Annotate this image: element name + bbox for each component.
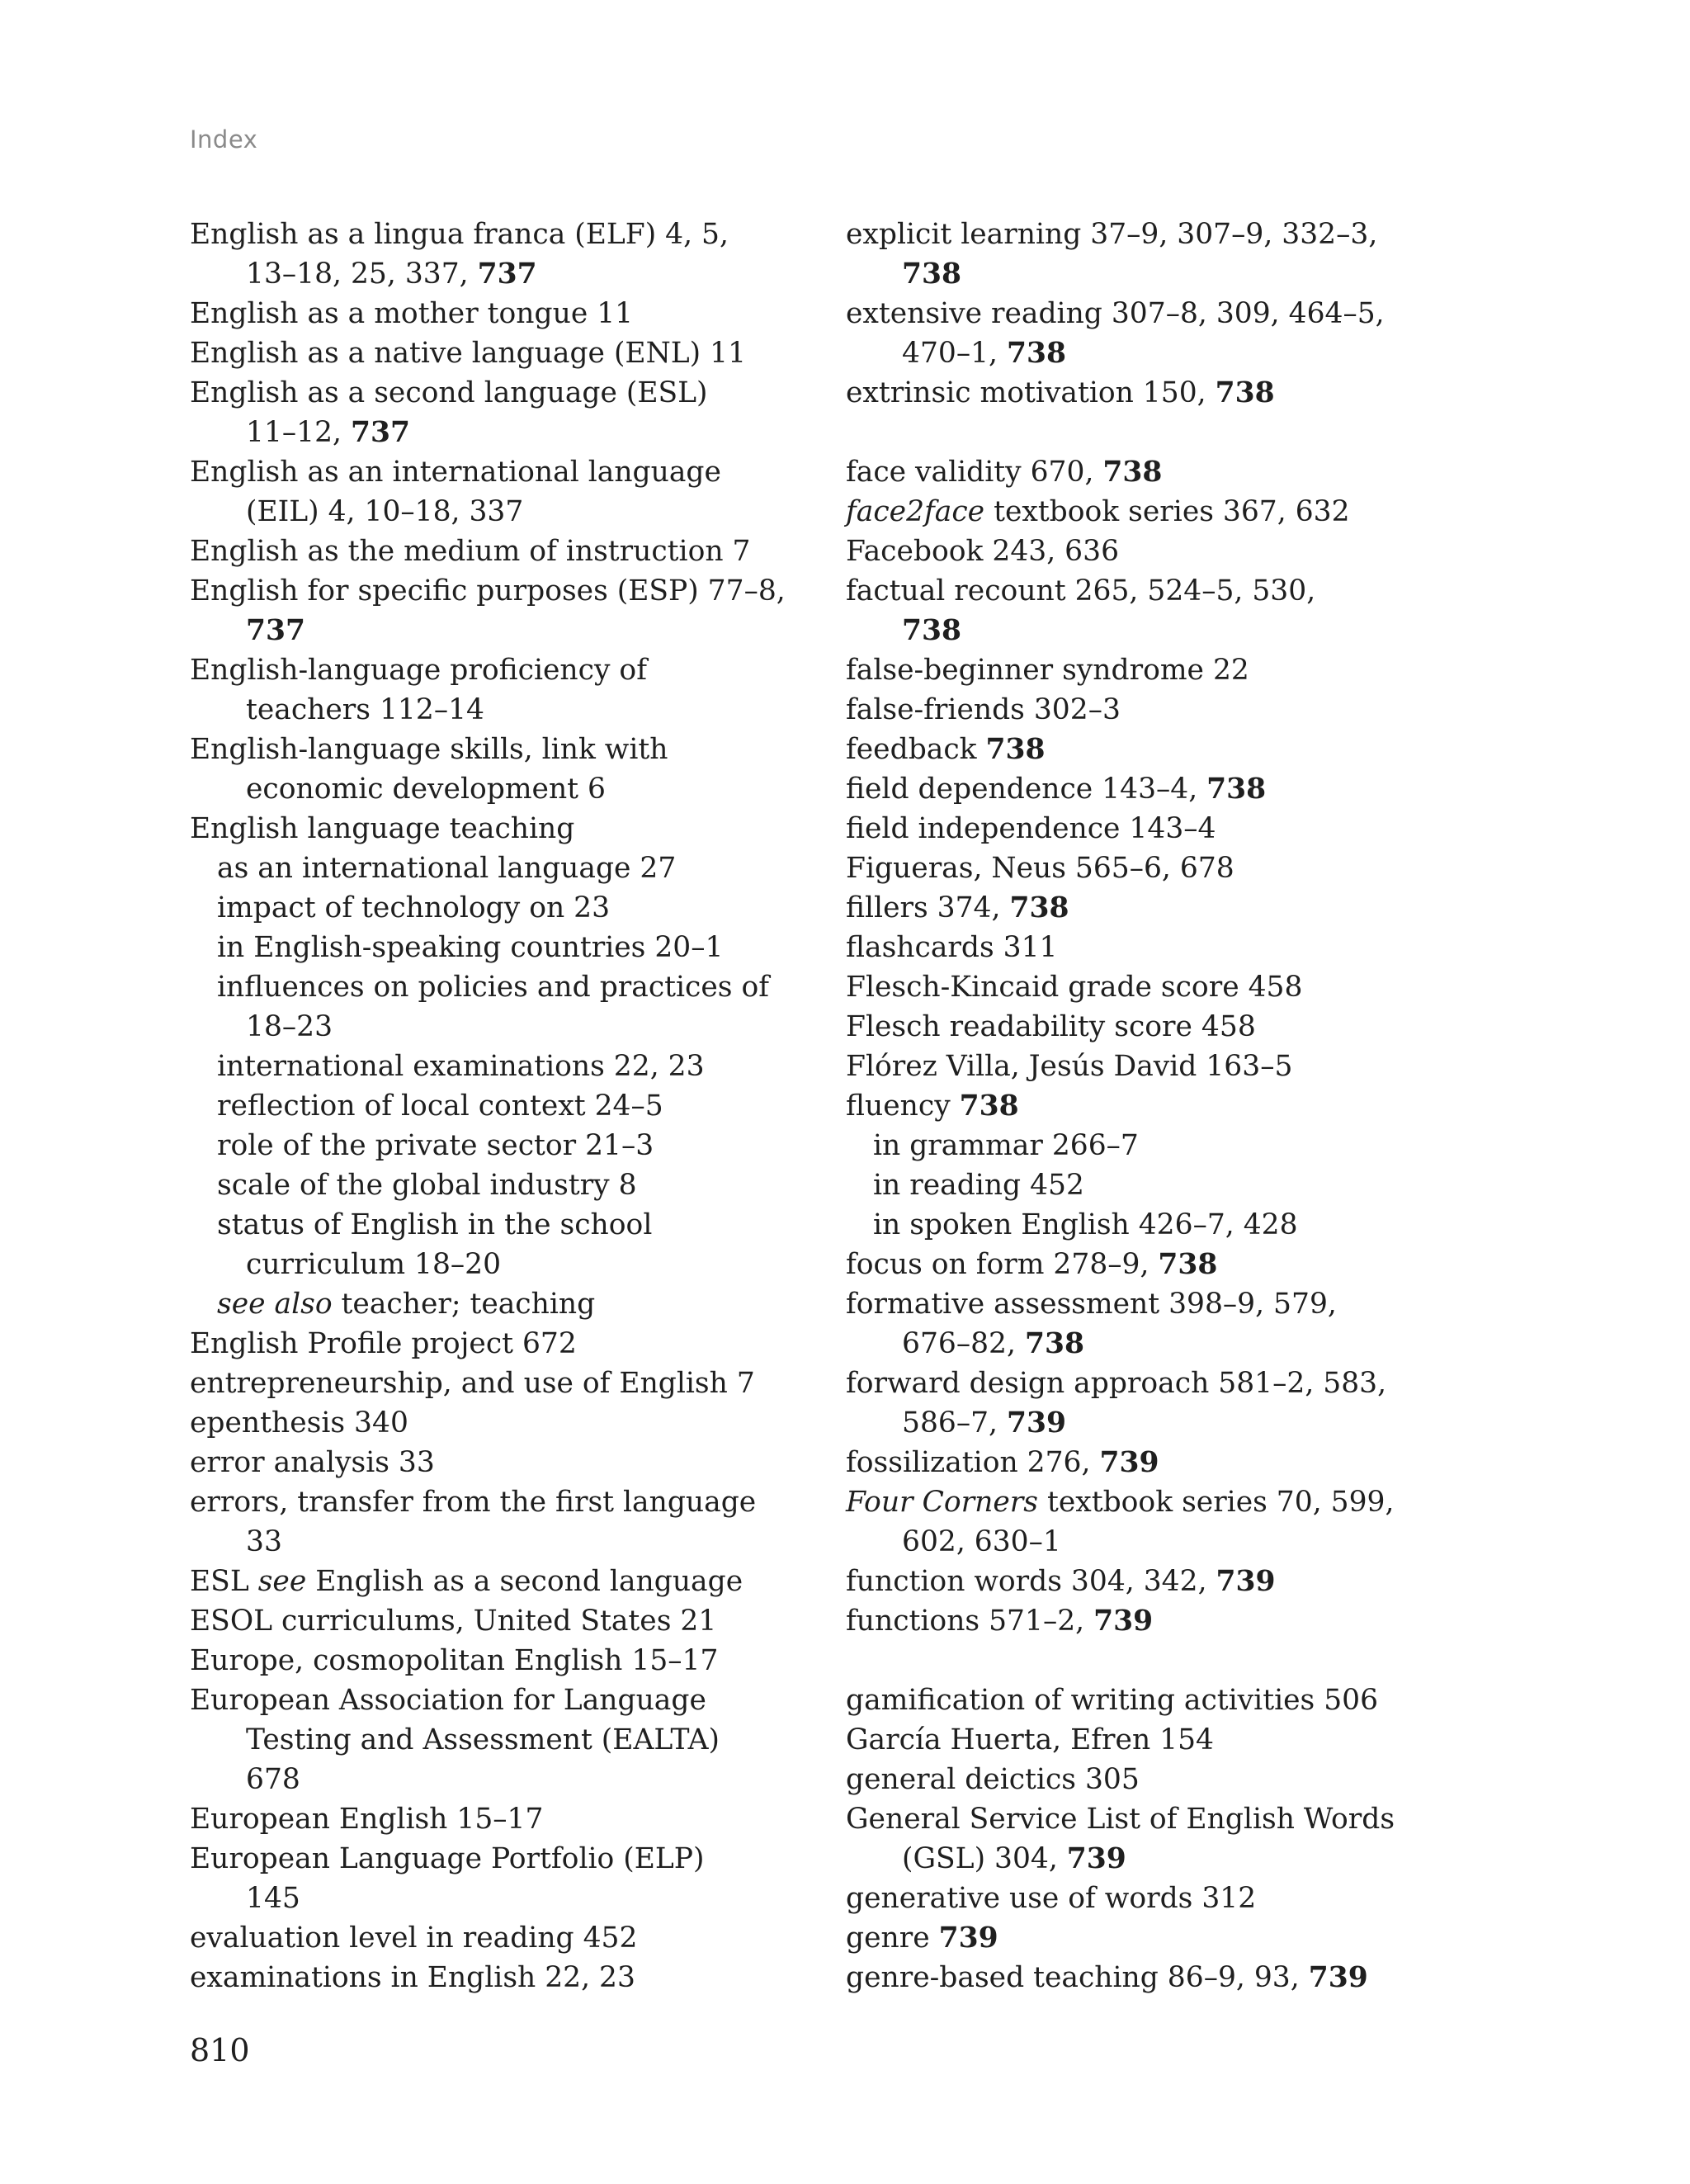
index-entry bbox=[190, 1918, 817, 1958]
index-entry bbox=[846, 1958, 1440, 1997]
index-entry bbox=[846, 1007, 1440, 1047]
index-entry-line bbox=[190, 1482, 817, 1522]
index-entry bbox=[190, 1086, 817, 1126]
letter-section-gap bbox=[846, 1641, 1440, 1681]
glossary-page-ref: 739 bbox=[1308, 1961, 1368, 1994]
index-entry-line bbox=[190, 1681, 817, 1720]
index-entry-line bbox=[846, 928, 1440, 967]
index-entry bbox=[190, 1205, 817, 1284]
entry-text: in grammar 266–7 bbox=[873, 1129, 1139, 1162]
entry-text: reflection of local context 24–5 bbox=[217, 1090, 663, 1123]
italic-text: see also bbox=[217, 1288, 333, 1321]
index-entry bbox=[190, 809, 817, 849]
index-entry-line bbox=[846, 730, 1440, 769]
entry-text: face validity 670, bbox=[846, 456, 1103, 489]
entry-text: Flesch-Kincaid grade score 458 bbox=[846, 971, 1303, 1004]
index-entry-line bbox=[190, 1918, 817, 1958]
index-entry bbox=[846, 1205, 1440, 1245]
index-entry bbox=[846, 1364, 1440, 1443]
index-column-left bbox=[190, 215, 817, 1997]
index-entry bbox=[190, 1443, 817, 1482]
glossary-page-ref: 738 bbox=[902, 258, 962, 291]
index-entry bbox=[190, 967, 817, 1047]
entry-text: teachers 112–14 bbox=[246, 693, 484, 726]
index-entry-line bbox=[190, 1205, 817, 1245]
entry-text: general deictics 305 bbox=[846, 1763, 1140, 1796]
index-entry bbox=[846, 1799, 1440, 1879]
index-entry-line bbox=[846, 1760, 1440, 1799]
index-entry-line bbox=[190, 1958, 817, 1997]
glossary-page-ref: 738 bbox=[902, 614, 962, 647]
glossary-page-ref: 738 bbox=[1009, 891, 1069, 924]
index-entry bbox=[190, 1165, 817, 1205]
index-entry-line bbox=[846, 1601, 1440, 1641]
index-entry-line bbox=[190, 1443, 817, 1482]
index-entry-continuation bbox=[190, 1879, 817, 1918]
glossary-page-ref: 739 bbox=[938, 1922, 998, 1955]
index-entry-line bbox=[846, 1007, 1440, 1047]
index-entry-continuation bbox=[846, 333, 1440, 373]
entry-text: English-language proficiency of bbox=[190, 654, 647, 687]
index-entry-line bbox=[190, 730, 817, 769]
index-entry-line bbox=[846, 849, 1440, 888]
index-entry-continuation bbox=[846, 1839, 1440, 1879]
index-entry-continuation bbox=[190, 1760, 817, 1799]
entry-text: in spoken English 426–7, 428 bbox=[873, 1208, 1298, 1241]
index-entry-line bbox=[190, 1165, 817, 1205]
running-head: Index bbox=[190, 125, 258, 154]
entry-text: Facebook 243, 636 bbox=[846, 535, 1120, 568]
index-entry bbox=[190, 1681, 817, 1799]
entry-text: textbook series 70, 599, bbox=[1038, 1486, 1395, 1519]
index-entry-line bbox=[190, 1126, 817, 1165]
index-entry bbox=[846, 1047, 1440, 1086]
entry-text: influences on policies and practices of bbox=[217, 971, 770, 1004]
index-entry bbox=[846, 730, 1440, 769]
index-entry bbox=[846, 1760, 1440, 1799]
index-entry bbox=[190, 928, 817, 967]
italic-text: Four Corners bbox=[846, 1486, 1038, 1519]
entry-text: Testing and Assessment (EALTA) bbox=[246, 1723, 720, 1756]
glossary-page-ref: 738 bbox=[1024, 1327, 1084, 1360]
index-entry-line bbox=[190, 1601, 817, 1641]
entry-text: status of English in the school bbox=[217, 1208, 653, 1241]
entry-text: 678 bbox=[246, 1763, 300, 1796]
index-entry bbox=[190, 571, 817, 650]
entry-text: in reading 452 bbox=[873, 1169, 1084, 1202]
index-entry bbox=[846, 1879, 1440, 1918]
index-entry bbox=[846, 1482, 1440, 1562]
entry-text: 470–1, bbox=[902, 337, 1007, 370]
index-entry bbox=[846, 809, 1440, 849]
entry-text: extensive reading 307–8, 309, 464–5, bbox=[846, 297, 1385, 330]
entry-text: teacher; teaching bbox=[332, 1288, 596, 1321]
index-entry bbox=[190, 1958, 817, 1997]
entry-text: English Profile project 672 bbox=[190, 1327, 577, 1360]
entry-text: 145 bbox=[246, 1882, 300, 1915]
entry-text: García Huerta, Efren 154 bbox=[846, 1723, 1214, 1756]
entry-text: impact of technology on 23 bbox=[217, 891, 611, 924]
page-number: 810 bbox=[190, 2032, 250, 2068]
index-entry bbox=[846, 1601, 1440, 1641]
index-entry bbox=[190, 373, 817, 452]
entry-text: English as a lingua franca (ELF) 4, 5, bbox=[190, 218, 729, 251]
glossary-page-ref: 738 bbox=[1006, 337, 1066, 370]
entry-text: as an international language 27 bbox=[217, 852, 677, 885]
entry-text: genre-based teaching 86–9, 93, bbox=[846, 1961, 1309, 1994]
index-entry bbox=[846, 1284, 1440, 1364]
entry-text: evaluation level in reading 452 bbox=[190, 1922, 638, 1955]
entry-text: examinations in English 22, 23 bbox=[190, 1961, 635, 1994]
index-entry-line bbox=[846, 1799, 1440, 1839]
glossary-page-ref: 738 bbox=[985, 733, 1046, 766]
index-entry bbox=[190, 1126, 817, 1165]
index-entry-line bbox=[846, 809, 1440, 849]
index-entry-continuation bbox=[190, 492, 817, 532]
index-entry bbox=[846, 849, 1440, 888]
index-entry-continuation bbox=[190, 690, 817, 730]
entry-text: extrinsic motivation 150, bbox=[846, 376, 1216, 409]
glossary-page-ref: 738 bbox=[1102, 456, 1163, 489]
index-entry-continuation bbox=[190, 1007, 817, 1047]
index-entry bbox=[846, 1918, 1440, 1958]
entry-text: role of the private sector 21–3 bbox=[217, 1129, 654, 1162]
entry-text: fillers 374, bbox=[846, 891, 1010, 924]
index-entry bbox=[846, 1165, 1440, 1205]
index-entry-line bbox=[846, 1482, 1440, 1522]
index-entry-line bbox=[846, 1245, 1440, 1284]
index-entry-line bbox=[846, 492, 1440, 532]
entry-text: ESOL curriculums, United States 21 bbox=[190, 1605, 717, 1638]
index-entry bbox=[846, 1562, 1440, 1601]
entry-text: 602, 630–1 bbox=[902, 1525, 1061, 1558]
index-entry bbox=[846, 1681, 1440, 1720]
index-entry-line bbox=[190, 888, 817, 928]
index-entry-line bbox=[846, 1126, 1440, 1165]
index-entry bbox=[846, 967, 1440, 1007]
entry-text: English as a second language (ESL) bbox=[190, 376, 708, 409]
entry-text: ESL bbox=[190, 1565, 258, 1598]
index-entry-line bbox=[846, 967, 1440, 1007]
glossary-page-ref: 739 bbox=[1093, 1605, 1154, 1638]
entry-text: English for specific purposes (ESP) 77–8, bbox=[190, 574, 786, 607]
entry-text: English as a native language (ENL) 11 bbox=[190, 337, 747, 370]
index-entry-line bbox=[846, 1918, 1440, 1958]
entry-text: factual recount 265, 524–5, 530, bbox=[846, 574, 1316, 607]
entry-text: 33 bbox=[246, 1525, 282, 1558]
glossary-page-ref: 737 bbox=[477, 258, 537, 291]
index-entry bbox=[846, 1245, 1440, 1284]
entry-text: functions 571–2, bbox=[846, 1605, 1094, 1638]
index-entry bbox=[846, 1126, 1440, 1165]
index-entry bbox=[846, 294, 1440, 373]
entry-text: errors, transfer from the first language bbox=[190, 1486, 757, 1519]
entry-text: 676–82, bbox=[902, 1327, 1025, 1360]
index-entry bbox=[190, 452, 817, 532]
index-entry-line bbox=[846, 532, 1440, 571]
glossary-page-ref: 738 bbox=[1215, 376, 1275, 409]
entry-text: English language teaching bbox=[190, 812, 575, 845]
entry-text: 586–7, bbox=[902, 1406, 1007, 1439]
entry-text: English as an international language bbox=[190, 456, 721, 489]
index-entry-continuation bbox=[190, 1720, 817, 1760]
index-entry-line bbox=[190, 1641, 817, 1681]
index-entry-line bbox=[846, 373, 1440, 413]
index-entry-line bbox=[190, 215, 817, 254]
entry-text: epenthesis 340 bbox=[190, 1406, 408, 1439]
entry-text: (EIL) 4, 10–18, 337 bbox=[246, 495, 524, 528]
index-entry-line bbox=[190, 809, 817, 849]
index-entry-line bbox=[190, 1324, 817, 1364]
index-entry bbox=[190, 888, 817, 928]
entry-text: false-friends 302–3 bbox=[846, 693, 1121, 726]
index-entry-line bbox=[190, 294, 817, 333]
glossary-page-ref: 738 bbox=[1206, 773, 1267, 806]
glossary-page-ref: 739 bbox=[1066, 1842, 1126, 1875]
index-entry-line bbox=[846, 1879, 1440, 1918]
index-entry-continuation bbox=[846, 1403, 1440, 1443]
glossary-page-ref: 739 bbox=[1006, 1406, 1066, 1439]
entry-text: scale of the global industry 8 bbox=[217, 1169, 637, 1202]
index-entry bbox=[846, 690, 1440, 730]
index-entry bbox=[846, 532, 1440, 571]
entry-text: entrepreneurship, and use of English 7 bbox=[190, 1367, 755, 1400]
entry-text: English as a second language bbox=[306, 1565, 744, 1598]
index-entry-line bbox=[846, 690, 1440, 730]
index-entry bbox=[190, 532, 817, 571]
entry-text: English as a mother tongue 11 bbox=[190, 297, 634, 330]
entry-text: forward design approach 581–2, 583, bbox=[846, 1367, 1387, 1400]
entry-text: textbook series 367, 632 bbox=[984, 495, 1350, 528]
index-entry bbox=[846, 888, 1440, 928]
index-entry-continuation bbox=[846, 611, 1440, 650]
index-entry-line bbox=[846, 452, 1440, 492]
index-entry-line bbox=[846, 1958, 1440, 1997]
index-entry-line bbox=[846, 215, 1440, 254]
index-entry-line bbox=[846, 888, 1440, 928]
index-entry bbox=[190, 1799, 817, 1839]
entry-text: generative use of words 312 bbox=[846, 1882, 1257, 1915]
entry-text: economic development 6 bbox=[246, 773, 606, 806]
entry-text: 13–18, 25, 337, bbox=[246, 258, 478, 291]
entry-text: Flórez Villa, Jesús David 163–5 bbox=[846, 1050, 1293, 1083]
index-entry-line bbox=[846, 1720, 1440, 1760]
index-entry-continuation bbox=[190, 769, 817, 809]
index-entry-line bbox=[190, 1839, 817, 1879]
index-entry bbox=[190, 215, 817, 294]
italic-text: face2face bbox=[846, 495, 985, 528]
index-entry bbox=[190, 1364, 817, 1403]
index-entry-line bbox=[846, 1086, 1440, 1126]
entry-text: European English 15–17 bbox=[190, 1803, 544, 1836]
index-entry-line bbox=[846, 1165, 1440, 1205]
entry-text: error analysis 33 bbox=[190, 1446, 435, 1479]
index-entry-continuation bbox=[190, 1522, 817, 1562]
entry-text: field dependence 143–4, bbox=[846, 773, 1207, 806]
index-entry-continuation bbox=[846, 1522, 1440, 1562]
letter-section-gap bbox=[846, 413, 1440, 452]
index-entry-line bbox=[846, 1364, 1440, 1403]
index-entry-line bbox=[190, 849, 817, 888]
index-entry-line bbox=[846, 1205, 1440, 1245]
entry-text: focus on form 278–9, bbox=[846, 1248, 1159, 1281]
italic-text: see bbox=[257, 1565, 307, 1598]
entry-text: explicit learning 37–9, 307–9, 332–3, bbox=[846, 218, 1378, 251]
index-entry bbox=[846, 769, 1440, 809]
index-entry bbox=[190, 333, 817, 373]
index-entry-continuation bbox=[190, 1245, 817, 1284]
glossary-page-ref: 738 bbox=[1158, 1248, 1218, 1281]
glossary-page-ref: 739 bbox=[1099, 1446, 1159, 1479]
index-entry-line bbox=[190, 571, 817, 611]
index-entry-line bbox=[846, 1284, 1440, 1324]
index-entry-line bbox=[846, 650, 1440, 690]
index-entry-line bbox=[846, 1047, 1440, 1086]
entry-text: fossilization 276, bbox=[846, 1446, 1100, 1479]
entry-text: flashcards 311 bbox=[846, 931, 1058, 964]
index-entry-line bbox=[846, 571, 1440, 611]
index-entry bbox=[846, 1086, 1440, 1126]
index-entry bbox=[190, 1047, 817, 1086]
entry-text: fluency bbox=[846, 1090, 960, 1123]
index-entry-continuation bbox=[190, 254, 817, 294]
index-entry bbox=[190, 1601, 817, 1641]
entry-text: function words 304, 342, bbox=[846, 1565, 1216, 1598]
index-entry bbox=[190, 1403, 817, 1443]
index-entry-continuation bbox=[190, 413, 817, 452]
index-entry-line bbox=[846, 769, 1440, 809]
index-entry-line bbox=[846, 294, 1440, 333]
index-entry bbox=[846, 452, 1440, 492]
glossary-page-ref: 737 bbox=[350, 416, 410, 449]
entry-text: European Association for Language bbox=[190, 1684, 706, 1717]
index-entry-line bbox=[190, 532, 817, 571]
index-entry-line bbox=[190, 373, 817, 413]
index-entry-line bbox=[190, 650, 817, 690]
index-entry-line bbox=[190, 1562, 817, 1601]
entry-text: in English-speaking countries 20–1 bbox=[217, 931, 724, 964]
index-entry bbox=[846, 571, 1440, 650]
index-entry bbox=[190, 849, 817, 888]
index-entry-line bbox=[190, 1047, 817, 1086]
entry-text: Europe, cosmopolitan English 15–17 bbox=[190, 1644, 719, 1677]
index-entry bbox=[846, 215, 1440, 294]
index-entry bbox=[190, 1284, 817, 1324]
index-entry bbox=[190, 294, 817, 333]
index-entry bbox=[190, 650, 817, 730]
entry-text: English-language skills, link with bbox=[190, 733, 668, 766]
index-entry-line bbox=[190, 452, 817, 492]
index-entry bbox=[846, 1720, 1440, 1760]
index-entry-line bbox=[846, 1562, 1440, 1601]
glossary-page-ref: 739 bbox=[1216, 1565, 1276, 1598]
index-entry bbox=[846, 1443, 1440, 1482]
entry-text: gamification of writing activities 506 bbox=[846, 1684, 1379, 1717]
index-entry-line bbox=[190, 1403, 817, 1443]
index-entry bbox=[190, 1562, 817, 1601]
index-entry-line bbox=[190, 1086, 817, 1126]
index-entry-continuation bbox=[846, 1324, 1440, 1364]
index-entry-line bbox=[190, 967, 817, 1007]
entry-text: false-beginner syndrome 22 bbox=[846, 654, 1249, 687]
index-entry bbox=[846, 492, 1440, 532]
index-entry-line bbox=[846, 1681, 1440, 1720]
index-entry bbox=[190, 1839, 817, 1918]
index-entry bbox=[190, 1482, 817, 1562]
index-entry-line bbox=[190, 1799, 817, 1839]
entry-text: formative assessment 398–9, 579, bbox=[846, 1288, 1337, 1321]
entry-text: 18–23 bbox=[246, 1010, 333, 1043]
entry-text: General Service List of English Words bbox=[846, 1803, 1395, 1836]
index-entry-line bbox=[190, 928, 817, 967]
index-entry bbox=[846, 928, 1440, 967]
index-entry-continuation bbox=[190, 611, 817, 650]
index-entry bbox=[846, 373, 1440, 413]
entry-text: curriculum 18–20 bbox=[246, 1248, 502, 1281]
entry-text: international examinations 22, 23 bbox=[217, 1050, 705, 1083]
entry-text: Figueras, Neus 565–6, 678 bbox=[846, 852, 1234, 885]
entry-text: feedback bbox=[846, 733, 986, 766]
index-entry-line bbox=[190, 1284, 817, 1324]
index-entry bbox=[190, 1324, 817, 1364]
index-entry-line bbox=[190, 1364, 817, 1403]
entry-text: Flesch readability score 458 bbox=[846, 1010, 1256, 1043]
entry-text: genre bbox=[846, 1922, 939, 1955]
glossary-page-ref: 738 bbox=[959, 1090, 1019, 1123]
index-entry-line bbox=[190, 333, 817, 373]
index-entry-line bbox=[846, 1443, 1440, 1482]
index-column-right bbox=[846, 215, 1440, 1997]
index-entry-continuation bbox=[846, 254, 1440, 294]
index-entry bbox=[190, 1641, 817, 1681]
entry-text: English as the medium of instruction 7 bbox=[190, 535, 751, 568]
entry-text: European Language Portfolio (ELP) bbox=[190, 1842, 705, 1875]
index-entry bbox=[190, 730, 817, 809]
entry-text: field independence 143–4 bbox=[846, 812, 1216, 845]
entry-text: 11–12, bbox=[246, 416, 351, 449]
entry-text: (GSL) 304, bbox=[902, 1842, 1067, 1875]
index-entry bbox=[846, 650, 1440, 690]
glossary-page-ref: 737 bbox=[246, 614, 306, 647]
